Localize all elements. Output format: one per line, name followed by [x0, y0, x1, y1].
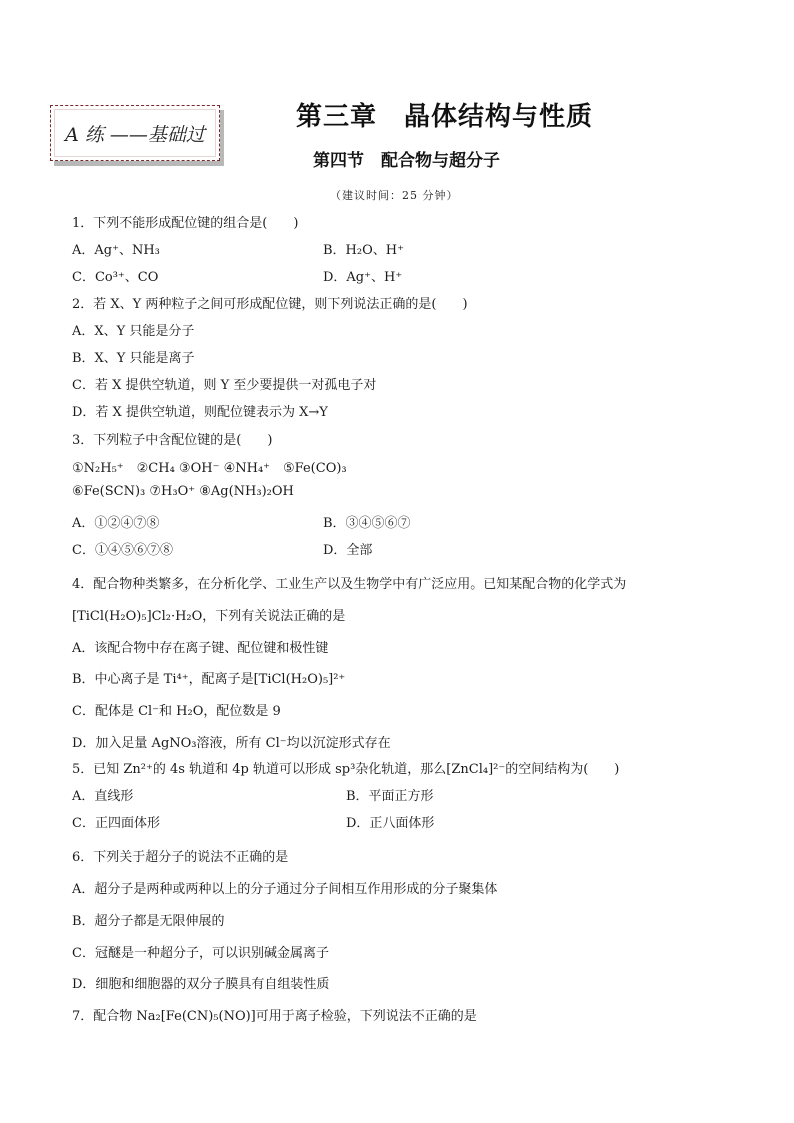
section-title: 第四节 配合物与超分子 [313, 151, 500, 171]
question-3-stem: 3．下列粒子中含配位键的是( ) [72, 433, 273, 448]
question-6-option-a: A．超分子是两种或两种以上的分子通过分子间相互作用形成的分子聚集体 [72, 882, 498, 897]
question-4-option-b: B．中心离子是 Ti⁴⁺，配离子是[TiCl(H₂O)₅]²⁺ [72, 672, 346, 687]
question-5-option-d: D．正八面体形 [346, 816, 435, 831]
question-5-option-a: A．直线形 [72, 789, 134, 804]
question-6-option-d: D．细胞和细胞器的双分子膜具有自组装性质 [72, 977, 330, 992]
question-3-option-c: C．①④⑤⑥⑦⑧ [72, 543, 173, 558]
question-6-stem: 6．下列关于超分子的说法不正确的是 [72, 850, 289, 865]
question-2-option-c: C．若 X 提供空轨道，则 Y 至少要提供一对孤电子对 [72, 378, 377, 393]
question-3-option-a: A．①②④⑦⑧ [72, 516, 160, 531]
question-4-stem-line-1: 4．配合物种类繁多，在分析化学、工业生产以及生物学中有广泛应用。已知某配合物的化学式为 [72, 577, 627, 592]
question-3-option-b: B．③④⑤⑥⑦ [323, 516, 411, 531]
question-2-option-b: B．X、Y 只能是离子 [72, 351, 195, 366]
chapter-title: 第三章 晶体结构与性质 [296, 102, 594, 132]
question-5-stem: 5．已知 Zn²⁺的 4s 轨道和 4p 轨道可以形成 sp³杂化轨道，那么[ZnCl₄]²⁻的空间结构为( ) [72, 762, 620, 777]
badge-label: A 练 ——基础过 [54, 109, 216, 157]
question-6-option-c: C．冠醚是一种超分子，可以识别碱金属离子 [72, 946, 329, 961]
question-4-option-d: D．加入足量 AgNO₃溶液，所有 Cl⁻均以沉淀形式存在 [72, 736, 391, 751]
question-3-items-line-1: ①N₂H₅⁺ ②CH₄ ③OH⁻ ④NH₄⁺ ⑤Fe(CO)₃ [72, 461, 347, 476]
question-7-stem: 7．配合物 Na₂[Fe(CN)₅(NO)]可用于离子检验，下列说法不正确的是 [72, 1009, 477, 1024]
question-1-option-d: D．Ag⁺、H⁺ [323, 270, 403, 285]
exercise-level-badge [50, 105, 220, 161]
question-5-option-c: C．正四面体形 [72, 816, 160, 831]
question-3-option-d: D．全部 [323, 543, 373, 558]
question-4-option-c: C．配体是 Cl⁻和 H₂O，配位数是 9 [72, 704, 281, 719]
question-1-option-b: B．H₂O、H⁺ [323, 243, 404, 258]
question-1-option-a: A．Ag⁺、NH₃ [72, 243, 160, 258]
question-5-option-b: B．平面正方形 [346, 789, 434, 804]
question-1-option-c: C．Co³⁺、CO [72, 270, 159, 285]
question-4-stem-line-2: [TiCl(H₂O)₅]Cl₂·H₂O，下列有关说法正确的是 [72, 609, 346, 624]
question-4-option-a: A．该配合物中存在离子键、配位键和极性键 [72, 641, 329, 656]
question-1-stem: 1．下列不能形成配位键的组合是( ) [72, 216, 299, 231]
question-2-stem: 2．若 X、Y 两种粒子之间可形成配位键，则下列说法正确的是( ) [72, 297, 468, 312]
question-2-option-a: A．X、Y 只能是分子 [72, 324, 195, 339]
question-6-option-b: B．超分子都是无限伸展的 [72, 914, 225, 929]
question-3-items-line-2: ⑥Fe(SCN)₃ ⑦H₃O⁺ ⑧Ag(NH₃)₂OH [72, 484, 294, 499]
question-2-option-d: D．若 X 提供空轨道，则配位键表示为 X→Y [72, 405, 328, 420]
suggested-time-note: （建议时间：25 分钟） [330, 189, 459, 202]
